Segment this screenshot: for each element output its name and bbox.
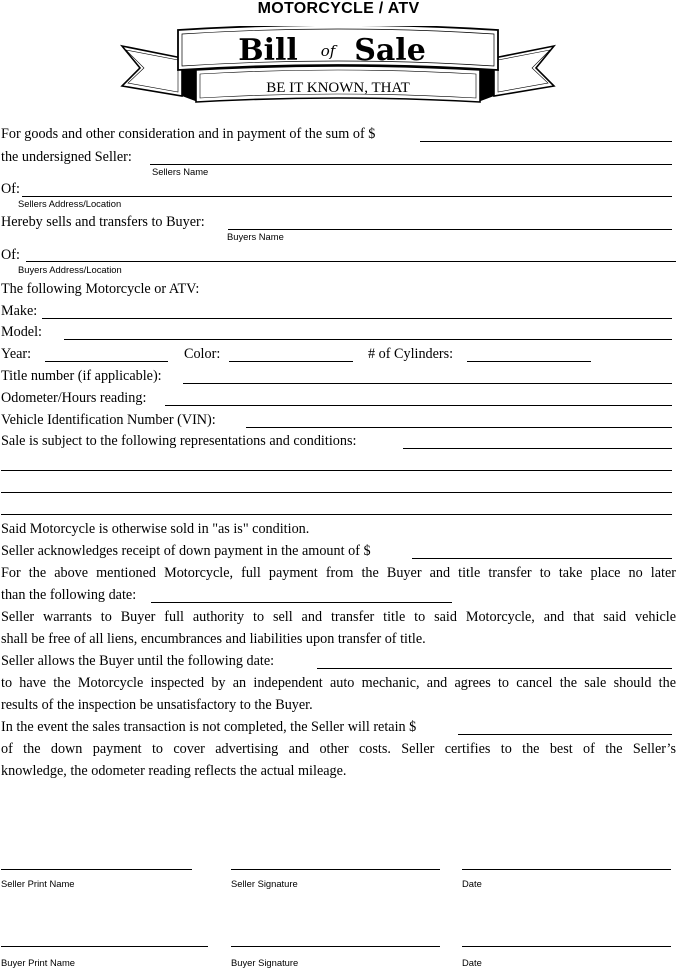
buyer-address-field[interactable] — [26, 261, 676, 262]
buyer-print-name-label: Buyer Print Name — [1, 957, 75, 968]
inspection-date-field[interactable] — [317, 668, 672, 669]
buyer-date-line[interactable] — [462, 946, 671, 947]
buyers-address-caption: Buyers Address/Location — [18, 264, 122, 275]
color-field[interactable] — [229, 361, 353, 362]
consideration-label: For goods and other consideration and in payment of the sum of $ — [1, 126, 376, 142]
cylinders-field[interactable] — [467, 361, 591, 362]
following-vehicle-label: The following Motorcycle or ATV: — [1, 281, 200, 297]
hereby-sells-label: Hereby sells and transfers to Buyer: — [1, 214, 205, 230]
seller-signature-label: Seller Signature — [231, 878, 298, 889]
inspection-text-1: to have the Motorcycle inspected by an independent auto mechanic, and agrees to cancel the sale should the — [1, 675, 676, 691]
conditions-field-1[interactable] — [403, 448, 672, 449]
title-number-field[interactable] — [183, 383, 672, 384]
undersigned-seller-label: the undersigned Seller: — [1, 149, 132, 165]
buyer-name-field[interactable] — [228, 229, 672, 230]
seller-name-field[interactable] — [150, 164, 672, 165]
banner-of-text: of — [320, 42, 336, 60]
make-field[interactable] — [42, 318, 672, 319]
seller-print-name-label: Seller Print Name — [1, 878, 75, 889]
model-field[interactable] — [64, 339, 672, 340]
banner-subtitle: BE IT KNOWN, THAT — [266, 80, 410, 96]
year-label: Year: — [1, 346, 32, 362]
costs-text-1: of the down payment to cover advertising and other costs. Seller certifies to the best of the Seller’s — [1, 741, 676, 757]
retain-label: In the event the sales transaction is not completed, the Seller will retain $ — [1, 719, 417, 735]
buyer-signature-label: Buyer Signature — [231, 957, 299, 968]
bill-of-sale-banner — [118, 26, 558, 108]
sellers-address-caption: Sellers Address/Location — [18, 198, 122, 209]
down-payment-field[interactable] — [412, 558, 672, 559]
conditions-field-4[interactable] — [1, 514, 672, 515]
warrants-text-1: Seller warrants to Buyer full authority to sell and transfer title to said Motorcycle, and that said vehicle — [1, 609, 676, 625]
title-number-label: Title number (if applicable): — [1, 368, 162, 384]
of-label-1: Of: — [1, 181, 20, 197]
sale-conditions-label: Sale is subject to the following representations and conditions: — [1, 433, 357, 449]
inspection-text-2: results of the inspection be unsatisfactory to the Buyer. — [1, 697, 313, 713]
year-field[interactable] — [45, 361, 168, 362]
vin-label: Vehicle Identification Number (VIN): — [1, 412, 216, 428]
model-label: Model: — [1, 324, 42, 340]
seller-date-label: Date — [462, 878, 482, 889]
costs-text-2: knowledge, the odometer reading reflects the actual mileage. — [1, 763, 347, 779]
conditions-field-3[interactable] — [1, 492, 672, 493]
seller-address-field[interactable] — [22, 196, 672, 197]
conditions-field-2[interactable] — [1, 470, 672, 471]
warrants-text-2: shall be free of all liens, encumbrances and liabilities upon transfer of title. — [1, 631, 426, 647]
make-label: Make: — [1, 303, 38, 319]
buyer-signature-line[interactable] — [231, 946, 440, 947]
cylinders-label: # of Cylinders: — [368, 346, 454, 362]
color-label: Color: — [184, 346, 221, 362]
document-title: MOTORCYCLE / ATV — [257, 0, 420, 17]
of-label-2: Of: — [1, 247, 20, 263]
odometer-label: Odometer/Hours reading: — [1, 390, 147, 406]
banner-sale-text: Sale — [354, 33, 426, 68]
full-payment-date-field[interactable] — [151, 602, 452, 603]
retain-amount-field[interactable] — [458, 734, 672, 735]
seller-print-name-line[interactable] — [1, 869, 192, 870]
odometer-field[interactable] — [165, 405, 672, 406]
inspection-date-label: Seller allows the Buyer until the following date: — [1, 653, 275, 669]
banner-bill-text: Bill — [238, 33, 298, 68]
full-payment-text: For the above mentioned Motorcycle, full payment from the Buyer and title transfer to take place no later — [1, 565, 676, 581]
buyers-name-caption: Buyers Name — [227, 231, 284, 242]
seller-date-line[interactable] — [462, 869, 671, 870]
as-is-text: Said Motorcycle is otherwise sold in "as is" condition. — [1, 521, 310, 537]
vin-field[interactable] — [246, 427, 672, 428]
buyer-date-label: Date — [462, 957, 482, 968]
buyer-print-name-line[interactable] — [1, 946, 208, 947]
sum-field[interactable] — [420, 141, 672, 142]
down-payment-label: Seller acknowledges receipt of down payment in the amount of $ — [1, 543, 371, 559]
sellers-name-caption: Sellers Name — [152, 166, 209, 177]
full-payment-date-label: than the following date: — [1, 587, 137, 603]
seller-signature-line[interactable] — [231, 869, 440, 870]
